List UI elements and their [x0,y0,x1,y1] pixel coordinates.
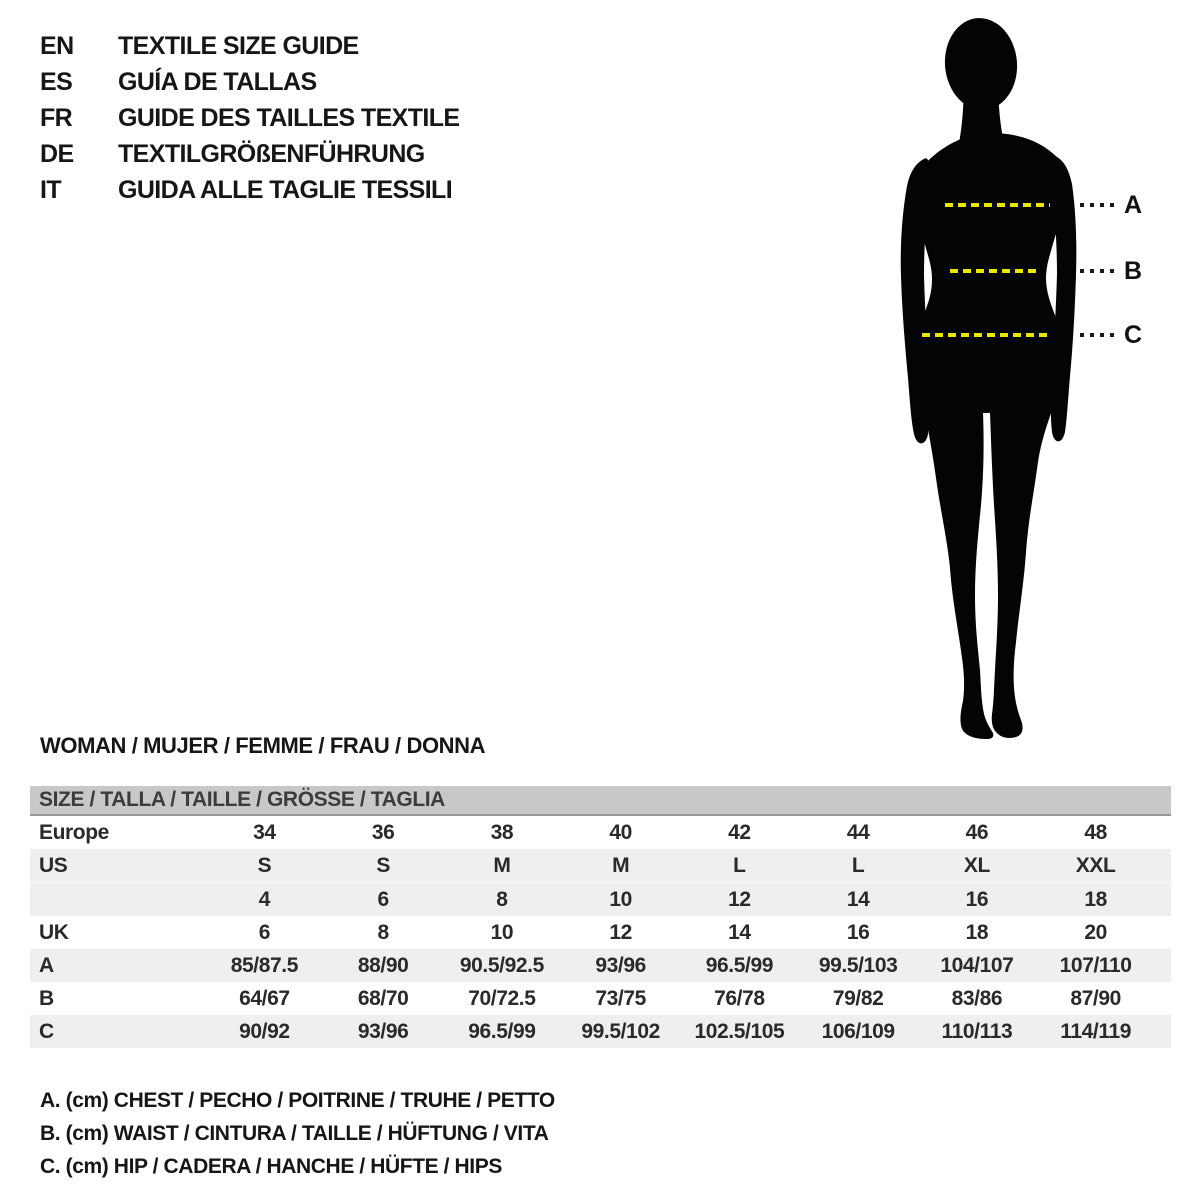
size-cell: S [257,853,272,877]
silhouette-right-leg [990,380,1063,738]
size-cell: 34 [253,820,276,844]
size-table [30,786,1171,1048]
size-cell: XXL [1075,853,1116,877]
size-cell: 4 [258,887,271,911]
size-cell: 40 [609,820,632,844]
size-cell: 10 [490,920,514,944]
size-cell: 10 [609,887,632,911]
size-cell: 12 [609,920,632,944]
chest-leader-dots [1080,203,1116,207]
size-cell: 79/82 [832,986,884,1010]
size-cell: 99.5/103 [818,953,898,977]
section-title: WOMAN / MUJER / FEMME / FRAU / DONNA [40,733,486,758]
language-code: DE [40,139,74,168]
language-code: IT [40,175,62,204]
chest-dash-line [945,203,1050,207]
legend-line-waist: B. (cm) WAIST / CINTURA / TAILLE / HÜFTUNG / VITA [40,1121,549,1145]
table-row-us [30,849,1171,882]
hip-marker-label: C [1124,321,1143,349]
language-label: TEXTILGRÖßENFÜHRUNG [118,139,425,168]
size-cell: 87/90 [1070,986,1121,1010]
size-cell: M [493,853,511,877]
language-code: ES [40,67,73,96]
size-cell: 83/86 [951,986,1003,1010]
size-cell: 76/78 [714,986,765,1010]
size-cell: 20 [1084,920,1107,944]
language-row-es [40,64,460,100]
chest-marker-label: A [1124,191,1143,219]
size-cell: 102.5/105 [694,1019,785,1043]
size-cell: M [612,853,630,877]
size-cell: 38 [490,820,514,844]
language-label: TEXTILE SIZE GUIDE [118,31,359,60]
row-label: B [39,986,54,1010]
size-cell: 96.5/99 [705,953,773,977]
size-cell: 93/96 [357,1019,409,1043]
language-list [40,28,460,208]
size-cell: 85/87.5 [230,953,298,977]
size-cell: 16 [965,887,989,911]
language-label: GUÍA DE TALLAS [118,67,317,96]
language-row-fr [40,100,460,136]
table-row-waist [30,982,1171,1015]
legend-line-chest: A. (cm) CHEST / PECHO / POITRINE / TRUHE / PETTO [40,1088,555,1112]
size-cell: 88/90 [357,953,409,977]
size-cell: 46 [965,820,989,844]
size-cell: 70/72.5 [468,986,536,1010]
size-cell: 107/110 [1059,953,1132,977]
waist-dash-line [950,269,1038,273]
size-cell: 104/107 [940,953,1014,977]
table-row-us-numeric [30,882,1171,916]
size-cell: 44 [846,820,870,844]
size-cell: L [851,853,865,877]
row-label: UK [39,920,69,944]
row-label: US [39,853,68,877]
size-cell: 36 [371,820,395,844]
silhouette-left-leg [920,382,993,739]
table-row-europe [30,816,1171,849]
size-cell: 114/119 [1060,1019,1132,1043]
language-label: GUIDE DES TAILLES TEXTILE [118,103,460,132]
size-cell: 73/75 [595,986,646,1010]
size-cell: 14 [846,887,870,911]
size-cell: 18 [1084,887,1107,911]
row-label: C [39,1019,54,1043]
size-cell: 42 [728,820,751,844]
size-cell: 6 [377,887,389,911]
waist-marker-label: B [1124,257,1143,285]
size-cell: 64/67 [239,986,290,1010]
hip-leader-dots [1080,333,1116,337]
size-cell: 96.5/99 [468,1019,536,1043]
size-cell: 90/92 [239,1019,290,1043]
size-cell: S [376,853,390,877]
size-cell: L [733,853,746,877]
legend-line-hip: C. (cm) HIP / CADERA / HANCHE / HÜFTE / HIPS [40,1154,502,1178]
row-label: A [39,953,54,977]
size-cell: 110/113 [941,1019,1013,1043]
language-code: EN [40,31,74,60]
size-cell: XL [963,853,990,877]
size-cell: 8 [377,920,389,944]
table-row-chest [30,949,1171,982]
size-cell: 68/70 [357,986,409,1010]
woman-silhouette [880,10,1200,750]
language-code: FR [40,103,73,132]
size-cell: 14 [728,920,751,944]
row-label: Europe [39,820,109,844]
waist-leader-dots [1080,269,1116,273]
language-row-en [40,28,460,64]
size-cell: 99.5/102 [581,1019,660,1043]
size-cell: 12 [728,887,751,911]
size-cell: 18 [965,920,989,944]
size-cell: 6 [258,920,271,944]
size-cell: 48 [1084,820,1107,844]
size-cell: 8 [496,887,508,911]
hip-dash-line [922,333,1048,337]
measurement-legend [40,1084,555,1183]
size-cell: 90.5/92.5 [459,953,544,977]
table-row-uk [30,916,1171,949]
language-row-it [40,172,460,208]
size-table-header: SIZE / TALLA / TAILLE / GRÖSSE / TAGLIA [30,786,1171,816]
language-row-de [40,136,460,172]
size-cell: 93/96 [595,953,646,977]
table-row-hip [30,1015,1171,1048]
size-cell: 106/109 [821,1019,895,1043]
size-cell: 16 [846,920,870,944]
language-label: GUIDA ALLE TAGLIE TESSILI [118,175,453,204]
